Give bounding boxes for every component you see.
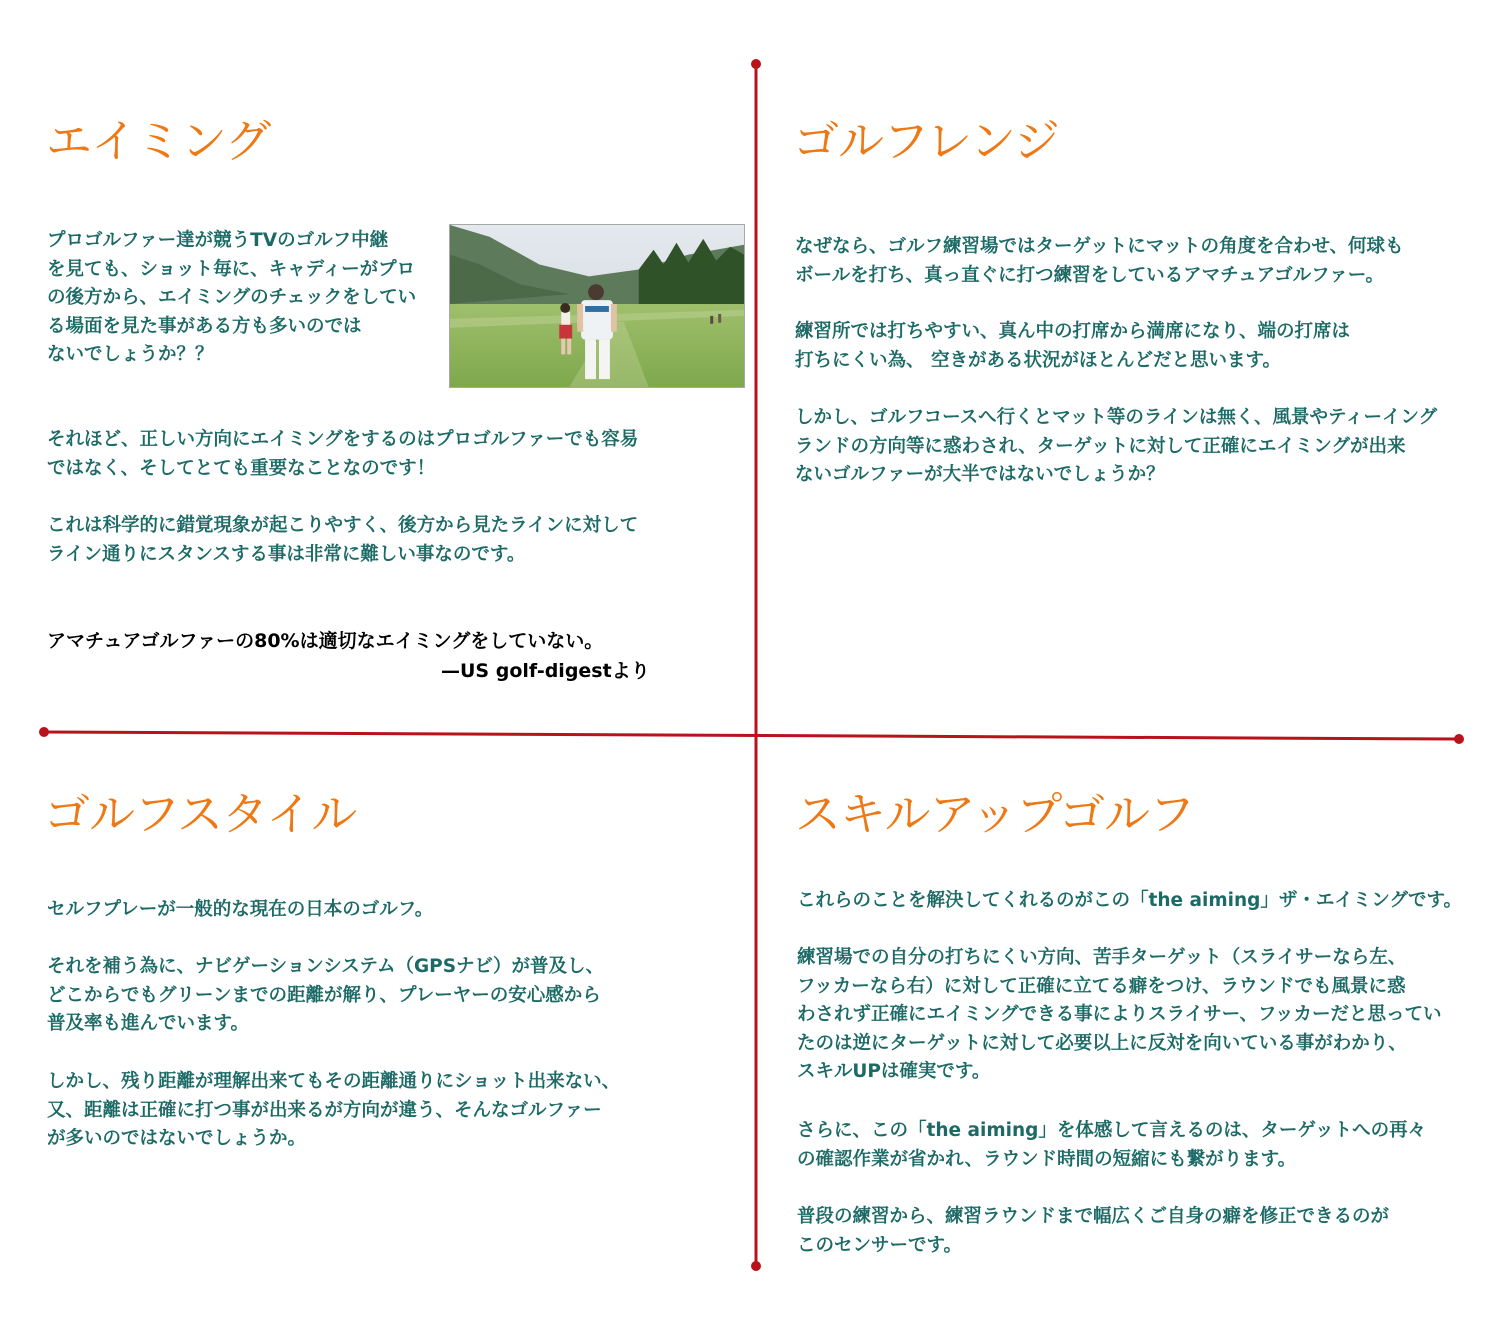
heading-golf-style: ゴルフスタイル xyxy=(44,787,357,841)
axis-endpoint-right xyxy=(1454,734,1464,744)
aiming-difficulty-paragraph: それほど、正しい方向にエイミングをするのはプロゴルファーでも容易 ではなく、そしてとても重要なことなのです！ xyxy=(47,429,639,479)
heading-golf-range: ゴルフレンジ xyxy=(793,114,1059,168)
heading-aiming: エイミング xyxy=(46,114,271,168)
axis-endpoint-left xyxy=(39,727,49,737)
golf-course-photo xyxy=(449,224,745,388)
axis-endpoint-bottom xyxy=(751,1261,761,1271)
skill-round-time-paragraph: さらに、この「the aiming」を体感して言えるのは、ターゲットへの再々 の確認作業が省かれ、ラウンド時間の短縮にも繋がります。 xyxy=(797,1120,1427,1170)
heading-skill-up: スキルアップゴルフ xyxy=(795,787,1195,841)
skill-sensor-paragraph: 普段の練習から、練習ラウンドまで幅広くご自身の癖を修正できるのが このセンサーです。 xyxy=(797,1206,1390,1256)
aiming-intro-paragraph: プロゴルファー達が競うTVのゴルフ中継 を見ても、ショット毎に、キャディーがプロ の後方から、エイミングのチェックをしてい る場面を見た事がある方も多いのでは ないでしょうか？？ xyxy=(47,230,417,365)
style-direction-paragraph: しかし、残り距離が理解出来てもその距離通りにショット出来ない、 又、距離は正確に打つ事が出来るが方向が違う、そんなゴルファー が多いのではないでしょうか。 xyxy=(47,1071,621,1149)
range-practice-paragraph: なぜなら、ゴルフ練習場ではターゲットにマットの角度を合わせ、何球も ボールを打ち、真っ直ぐに打つ練習をしているアマチュアゴルファー。 xyxy=(795,236,1404,286)
range-booths-paragraph: 練習所では打ちやすい、真ん中の打席から満席になり、端の打席は 打ちにくい為、 空きがある状況がほとんどだと思います。 xyxy=(795,321,1351,371)
skill-practice-paragraph: 練習場での自分の打ちにくい方向、苦手ターゲット（スライサーなら左、 フッカーなら右）に対して正確に立てる癖をつけ、ラウンドでも風景に惑 わされず正確にエイミングできる事によりスライサー、フッカーだと思ってい たのは逆にターゲットに対して必要以上に反対を向いている事がわかり、 スキルUPは確実です。 xyxy=(797,947,1442,1082)
golf-digest-quote: アマチュアゴルファーの80%は適切なエイミングをしていない。 xyxy=(47,630,604,652)
style-gps-paragraph: それを補う為に、ナビゲーションシステム（GPSナビ）が普及し、 どこからでもグリーンまでの距離が解り、プレーヤーの安心感から 普及率も進んでいます。 xyxy=(47,956,605,1034)
style-self-play-paragraph: セルフプレーが一般的な現在の日本のゴルフ。 xyxy=(47,899,434,920)
horizontal-axis-line xyxy=(44,732,1459,739)
aiming-illusion-paragraph: これは科学的に錯覚現象が起こりやすく、後方から見たラインに対して ライン通りにスタンスする事は非常に難しい事なのです。 xyxy=(47,515,639,565)
skill-solution-paragraph: これらのことを解決してくれるのがこの「the aiming」ザ・エイミングです。 xyxy=(797,890,1463,911)
axis-endpoint-top xyxy=(751,59,761,69)
golf-digest-quote-source: —US golf-digestより xyxy=(441,660,650,682)
range-course-paragraph: しかし、ゴルフコースへ行くとマット等のラインは無く、風景やティーイング ランドの方向等に惑わされ、ターゲットに対して正確にエイミングが出来 ないゴルファーが大半ではないでしょうか？ xyxy=(795,407,1438,485)
